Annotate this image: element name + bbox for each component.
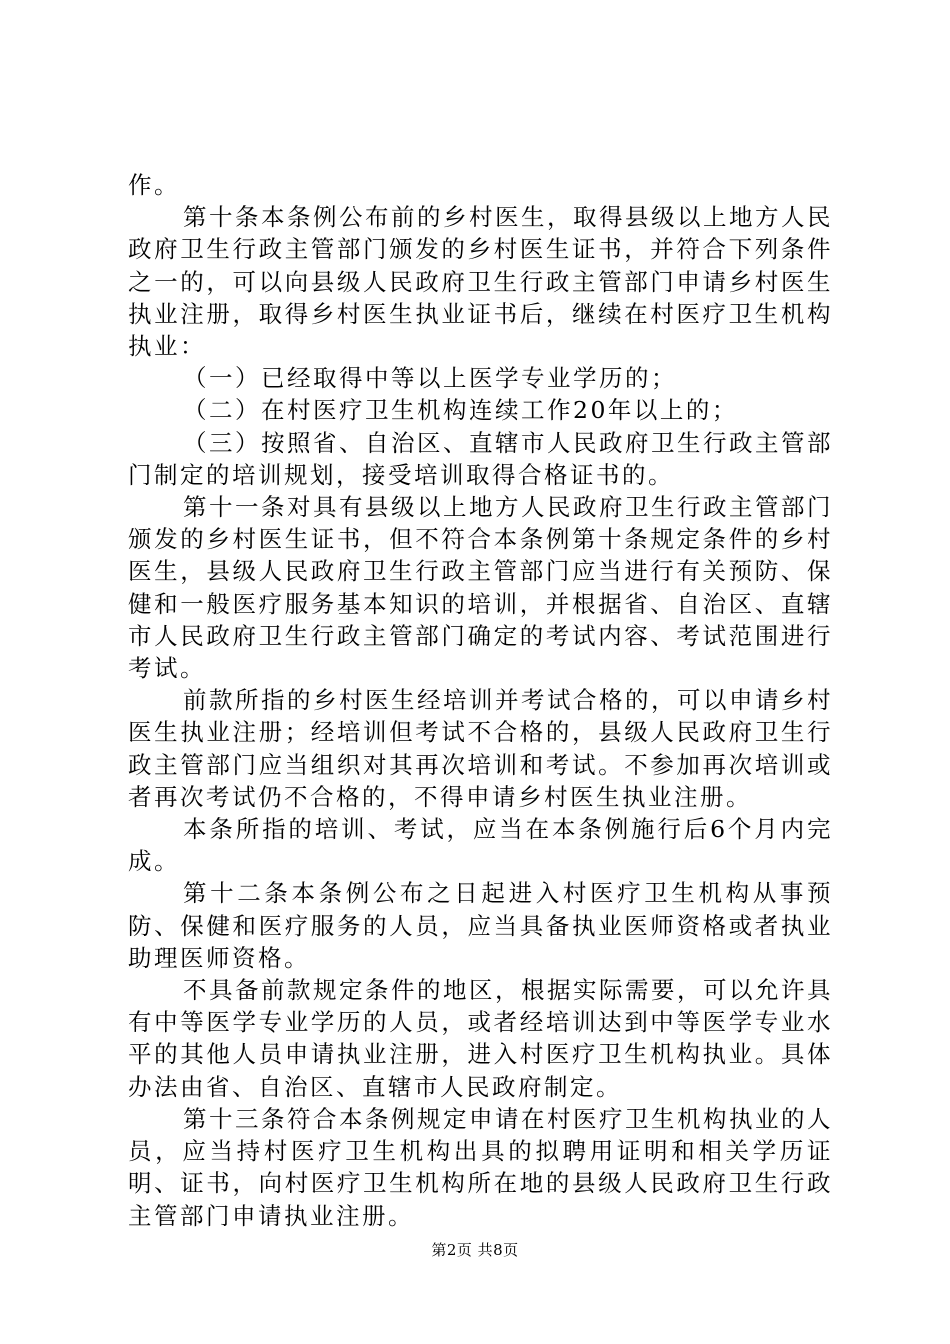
list-item-3: （三）按照省、自治区、直辖市人民政府卫生行政主管部门制定的培训规划，接受培训取得合格证书的。: [128, 428, 833, 489]
list-item-2: （二）在村医疗卫生机构连续工作20年以上的；: [183, 396, 738, 425]
paragraph-article-10: 第十条本条例公布前的乡村医生，取得县级以上地方人民政府卫生行政主管部门颁发的乡村医生证书，并符合下列条件之一的，可以向县级人民政府卫生行政主管部门申请乡村医生执业注册，取得乡村医生执业证书后，继续在村医疗卫生机构执业：: [128, 203, 833, 361]
list-item-1: （一）已经取得中等以上医学专业学历的；: [183, 364, 677, 393]
paragraph-article-12-clause-2: 不具备前款规定条件的地区，根据实际需要，可以允许具有中等医学专业学历的人员，或者经培训达到中等医学专业水平的其他人员申请执业注册，进入村医疗卫生机构执业。具体办法由省、自治区、直辖市人民政府制定。: [128, 976, 833, 1101]
paragraph-continuation: 作。: [128, 171, 180, 199]
document-body: [128, 169, 833, 1232]
page-number-footer: 第2页 共8页: [431, 1241, 519, 1259]
paragraph-article-12: 第十二条本条例公布之日起进入村医疗卫生机构从事预防、保健和医疗服务的人员，应当具备执业医师资格或者执业助理医师资格。: [128, 879, 833, 972]
paragraph-article-11-clause-3: 本条所指的培训、考试，应当在本条例施行后6个月内完成。: [128, 815, 833, 876]
paragraph-article-11-clause-2: 前款所指的乡村医生经培训并考试合格的，可以申请乡村医生执业注册；经培训但考试不合格的，县级人民政府卫生行政主管部门应当组织对其再次培训和考试。不参加再次培训或者再次考试仍不合格的，不得申请乡村医生执业注册。: [128, 686, 833, 811]
paragraph-article-11: 第十一条对具有县级以上地方人民政府卫生行政主管部门颁发的乡村医生证书，但不符合本条例第十条规定条件的乡村医生，县级人民政府卫生行政主管部门应当进行有关预防、保健和一般医疗服务基本知识的培训，并根据省、自治区、直辖市人民政府卫生行政主管部门确定的考试内容、考试范围进行考试。: [128, 493, 833, 683]
paragraph-article-13: 第十三条符合本条例规定申请在村医疗卫生机构执业的人员，应当持村医疗卫生机构出具的拟聘用证明和相关学历证明、证书，向村医疗卫生机构所在地的县级人民政府卫生行政主管部门申请执业注册。: [128, 1104, 833, 1230]
